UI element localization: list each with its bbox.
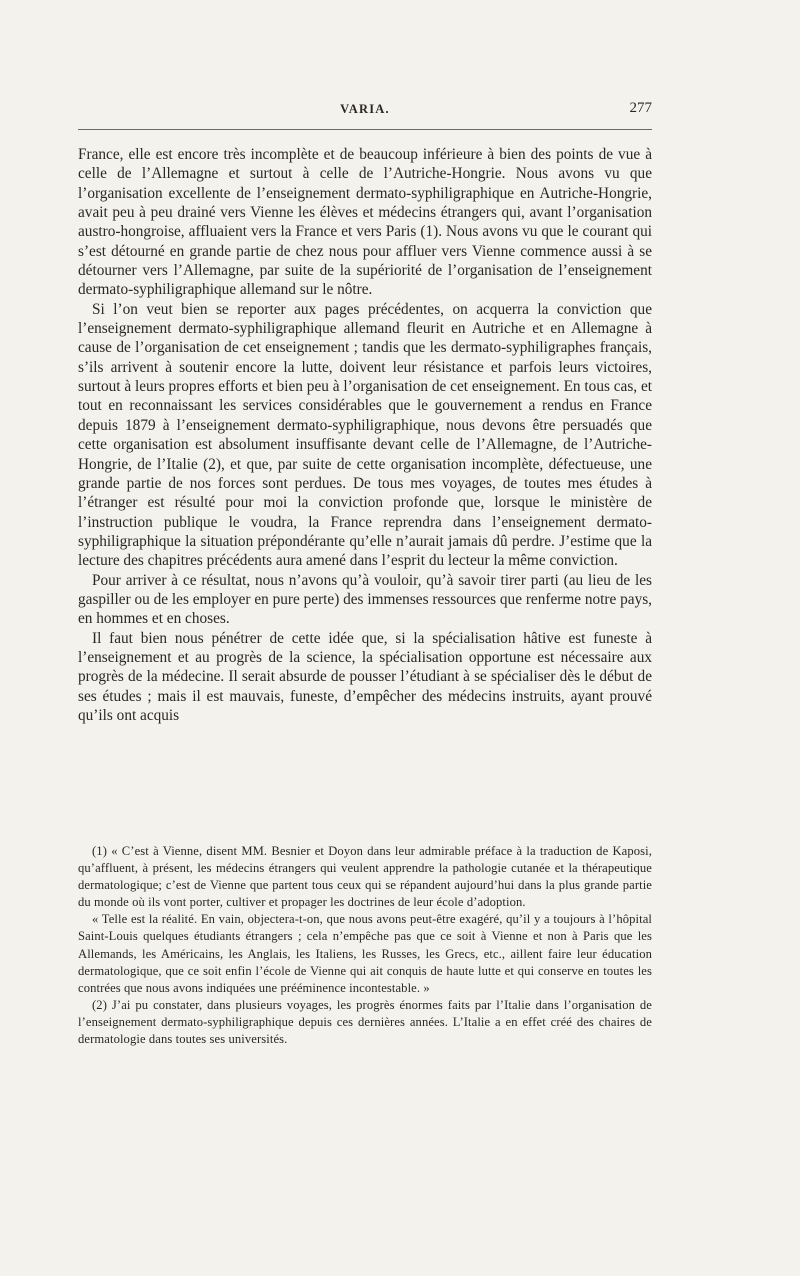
body-paragraph: Il faut bien nous pénétrer de cette idée que, si la spécialisation hâtive est funeste à l’enseignement et au progrès de la science, la spécialisation opportune est nécessaire aux progrès de la médecine. Il serait absurde de pousser l’étudiant à se spécialiser dès le début de ses études ; mais il est mauvais, funeste, d’empêcher des médecins instruits, ayant prouvé qu’ils ont acquis [78,629,652,724]
footnote: (2) J’ai pu constater, dans plusieurs voyages, les progrès énormes faits par l’Italie dans l’organisation de l’enseignement dermato-syphiligraphique depuis ces dernières années. L’Italie a en effet créé des chaires de dermatologie dans toutes ses universités. [78,997,652,1047]
main-text [78,145,652,725]
footnote: « Telle est la réalité. En vain, objectera-t-on, que nous avons peut-être exagéré, qu’il y a toujours à l’hôpital Saint-Louis quelques étudiants étrangers ; cela n’empêche pas que ce soit à Vienne et non à Paris que les Allemands, les Américains, les Anglais, les Italiens, les Russes, les Grecs, etc., aillent faire leur éducation dermatologique, que ce soit enfin l’école de Vienne qui ait conquis de haute lutte et qui conserve en toutes les contrées que nous avons indiquées une prééminence incontestable. » [78,912,652,995]
body-paragraph: Pour arriver à ce résultat, nous n’avons qu’à vouloir, qu’à savoir tirer parti (au lieu de les gaspiller ou de les employer en pure perte) des immenses ressources que renferme notre pays, en hommes et en choses. [78,571,652,628]
body-paragraph: Si l’on veut bien se reporter aux pages précédentes, on acquerra la conviction que l’enseignement dermato-syphiligraphique allemand fleurit en Autriche et en Allemagne à cause de l’organisation de cet enseignement ; tandis que les dermato-syphiligraphes français, s’ils arrivent à soutenir encore la lutte, doivent leur résistance et parfois leurs victoires, surtout à leurs propres efforts et bien peu à l’organisation de cet enseignement. En tous cas, et tout en reconnaissant les services considérables que le gouvernement a rendus en France depuis 1879 à l’enseignement dermato-syphiligraphique, nous devons être persuadés que cette organisation est absolument insuffisante devant celle de l’Allemagne, de l’Autriche-Hongrie, de l’Italie (2), et que, par suite de cette organisation incomplète, défectueuse, une grande partie de nos forces sont perdues. De tous mes voyages, de toutes mes études à l’étranger est résulté pour moi la conviction profonde que, lorsque le ministère de l’instruction publique le voudra, la France reprendra dans l’enseignement dermato-syphiligraphique la situation prépondérante qu’elle n’aurait jamais dû perdre. J’estime que la lecture des chapitres précédents aura amené dans l’esprit du lecteur la même conviction. [78,300,652,570]
footnote: (1) « C’est à Vienne, disent MM. Besnier et Doyon dans leur admirable préface à la traduction de Kaposi, qu’affluent, à présent, les médecins étrangers qui veulent apprendre la pathologie cutanée et la thérapeutique dermatologique; c’est de Vienne que partent tous ceux qui se répandent aujourd’hui dans la plus grande partie du monde où ils vont porter, cultiver et propager les doctrines de leur école d’adoption. [78,844,652,910]
page-header [78,100,652,122]
footnotes [78,843,652,1048]
body-paragraph: France, elle est encore très incomplète et de beaucoup inférieure à bien des points de vue à celle de l’Allemagne et surtout à celle de l’Autriche-Hongrie. Nous avons vu que l’organisation excellente de l’enseignement dermato-syphiligraphique en Autriche-Hongrie, avait peu à peu drainé vers Vienne les élèves et médecins étrangers qui, avant l’organisation austro-hongroise, affluaient vers la France et vers Paris (1). Nous avons vu que le courant qui s’est détourné en grande partie de chez nous pour affluer vers Vienne commence aussi à se détourner vers l’Allemagne, par suite de la supériorité de l’organisation de l’enseignement dermato-syphiligraphique allemand sur le nôtre. [78,146,652,299]
header-rule [78,129,652,130]
page-number: 277 [629,100,652,116]
running-head: VARIA. [340,102,390,116]
